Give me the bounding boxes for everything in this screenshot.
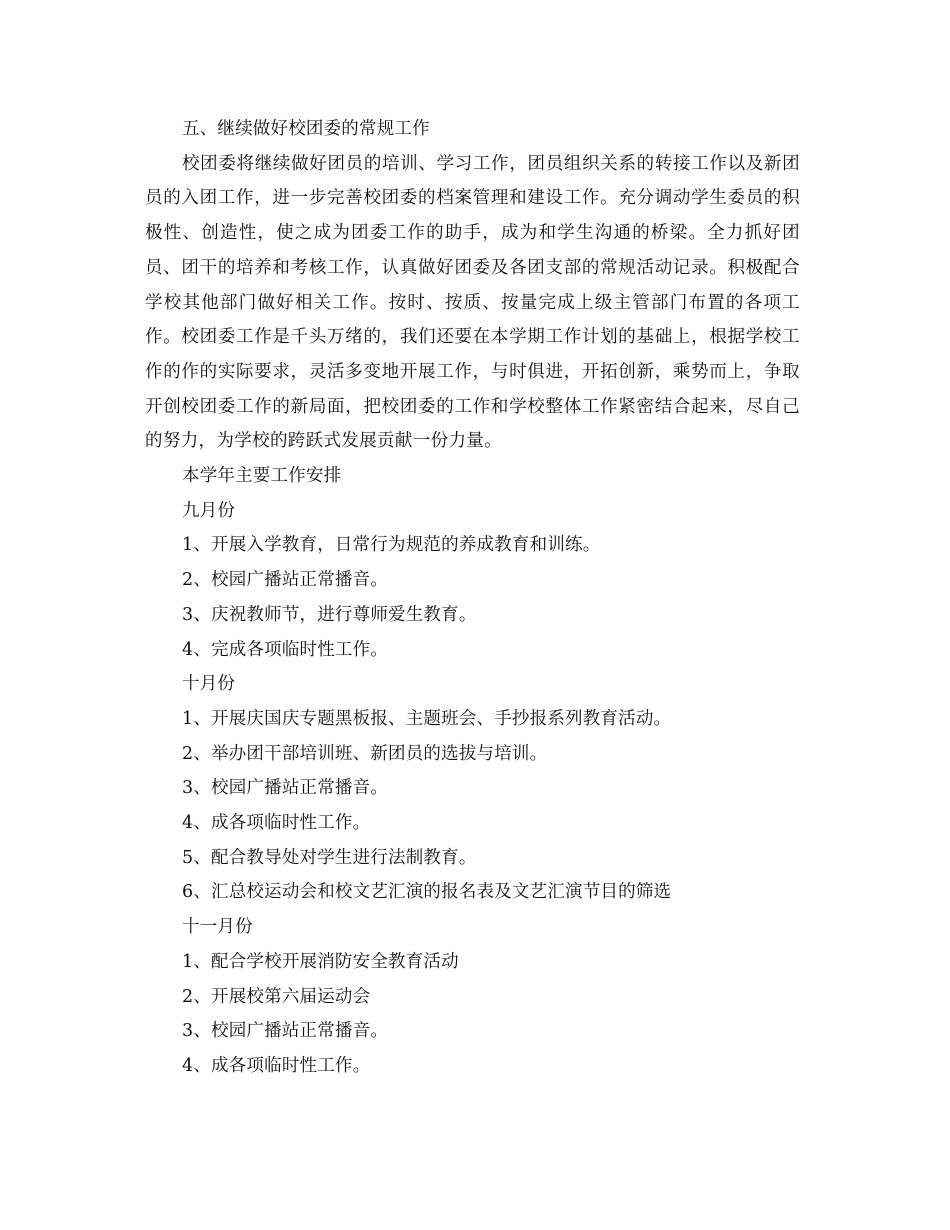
list-item: 4、成各项临时性工作。 bbox=[182, 1055, 371, 1076]
schedule-title: 本学年主要工作安排 bbox=[182, 466, 342, 487]
list-item: 4、完成各项临时性工作。 bbox=[182, 639, 389, 660]
month-heading: 九月份 bbox=[182, 500, 236, 521]
month-heading: 十月份 bbox=[182, 674, 236, 695]
list-item: 1、配合学校开展消防安全教育活动 bbox=[182, 951, 459, 972]
month-section-november bbox=[145, 910, 800, 1084]
list-item: 4、成各项临时性工作。 bbox=[182, 813, 371, 834]
list-item: 3、庆祝教师节，进行尊师爱生教育。 bbox=[182, 604, 477, 625]
body-paragraph: 校团委将继续做好团员的培训、学习工作，团员组织关系的转接工作以及新团员的入团工作，进一步完善校团委的档案管理和建设工作。充分调动学生委员的积极性、创造性，使之成为团委工作的助手，成为和学生沟通的桥梁。全力抓好团员、团干的培养和考核工作，认真做好团委及各团支部的常规活动记录。积极配合学校其他部门做好相关工作。按时、按质、按量完成上级主管部门布置的各项工作。校团委工作是千头万绪的，我们还要在本学期工作计划的基础上，根据学校工作的作的实际要求，灵活多变地开展工作，与时俱进，开拓创新，乘势而上，争取开创校团委工作的新局面，把校团委的工作和学校整体工作紧密结合起来，尽自己的努力，为学校的跨跃式发展贡献一份力量。 bbox=[145, 153, 800, 452]
list-item: 3、校园广播站正常播音。 bbox=[182, 778, 389, 799]
list-item: 3、校园广播站正常播音。 bbox=[182, 1021, 389, 1042]
month-section-october bbox=[145, 667, 800, 910]
list-item: 2、校园广播站正常播音。 bbox=[182, 570, 389, 591]
list-item: 2、开展校第六届运动会 bbox=[182, 986, 371, 1007]
section-heading: 五、继续做好校团委的常规工作 bbox=[182, 119, 430, 139]
month-heading: 十一月份 bbox=[182, 917, 253, 938]
list-item: 5、配合教导处对学生进行法制教育。 bbox=[182, 847, 477, 868]
document-body bbox=[145, 112, 800, 1084]
list-item: 6、汇总校运动会和校文艺汇演的报名表及文艺汇演节目的筛选 bbox=[182, 882, 672, 903]
month-section-september bbox=[145, 494, 800, 668]
list-item: 1、开展庆国庆专题黑板报、主题班会、手抄报系列教育活动。 bbox=[182, 708, 672, 729]
list-item: 1、开展入学教育，日常行为规范的养成教育和训练。 bbox=[182, 535, 601, 556]
list-item: 2、举办团干部培训班、新团员的选拔与培训。 bbox=[182, 743, 548, 764]
